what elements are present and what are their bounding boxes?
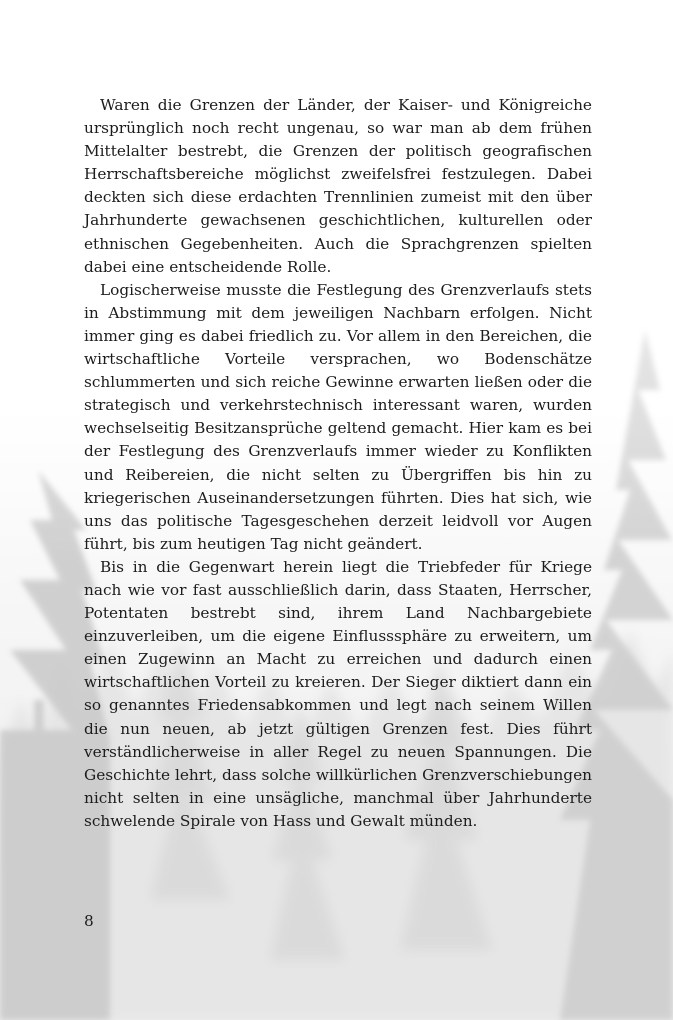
paragraph-1: Waren die Grenzen der Länder, der Kaiser- und Königreiche ursprünglich noch recht ungenau, so war man ab dem frühen Mittelalter bestrebt, die Grenzen der politisch geografischen Herrschaftsbereiche möglichst zweifelsfrei festzulegen. Dabei deckten sich diese erdachten Trennlinien zumeist mit den über Jahrhunderte gewachsenen geschichtlichen, kulturellen oder ethnischen Gegebenheiten. Auch die Sprachgrenzen spielten dabei eine entscheidende Rolle. [84,96,592,276]
paragraph-3: Bis in die Gegenwart herein liegt die Triebfeder für Kriege nach wie vor fast ausschließlich darin, dass Staaten, Herrscher, Potentaten bestrebt sind, ihrem Land Nachbargebiete einzuverleiben, um die eigene Einflusssphäre zu erweitern, um einen Zugewinn an Macht zu erreichen und dadurch einen wirtschaftlichen Vorteil zu kreieren. Der Sieger diktiert dann ein so genanntes Friedensabkommen und legt nach seinem Willen die nun neuen, ab jetzt gültigen Grenzen fest. Dies führt verständlicherweise in aller Regel zu neuen Spannungen. Die Geschichte lehrt, dass solche willkürlichen Grenzverschiebungen nicht selten in eine unsägliche, manchmal über Jahrhunderte schwelende Spirale von Hass und Gewalt münden. [84,557,592,830]
paragraph-2: Logischerweise musste die Festlegung des Grenzverlaufs stets in Abstimmung mit dem jeweiligen Nachbarn erfolgen. Nicht immer ging es dabei friedlich zu. Vor allem in den Bereichen, die wirtschaftliche Vorteile versprachen, wo Bodenschätze schlummerten und sich reiche Gewinne erwarten ließen oder die strategisch und verkehrstechnisch interessant waren, wurden wechselseitig Besitzansprüche geltend gemacht. Hier kam es bei der Festlegung des Grenzverlaufs immer wieder zu Konflikten und Reibereien, die nicht selten zu Übergriffen bis hin zu kriegerischen Auseinandersetzungen führten. Dies hat sich, wie uns das politische Tagesgeschehen derzeit leidvoll vor Augen führt, bis zum heutigen Tag nicht geändert. [84,280,592,553]
body-text [84,94,592,833]
page-number: 8 [84,912,94,930]
